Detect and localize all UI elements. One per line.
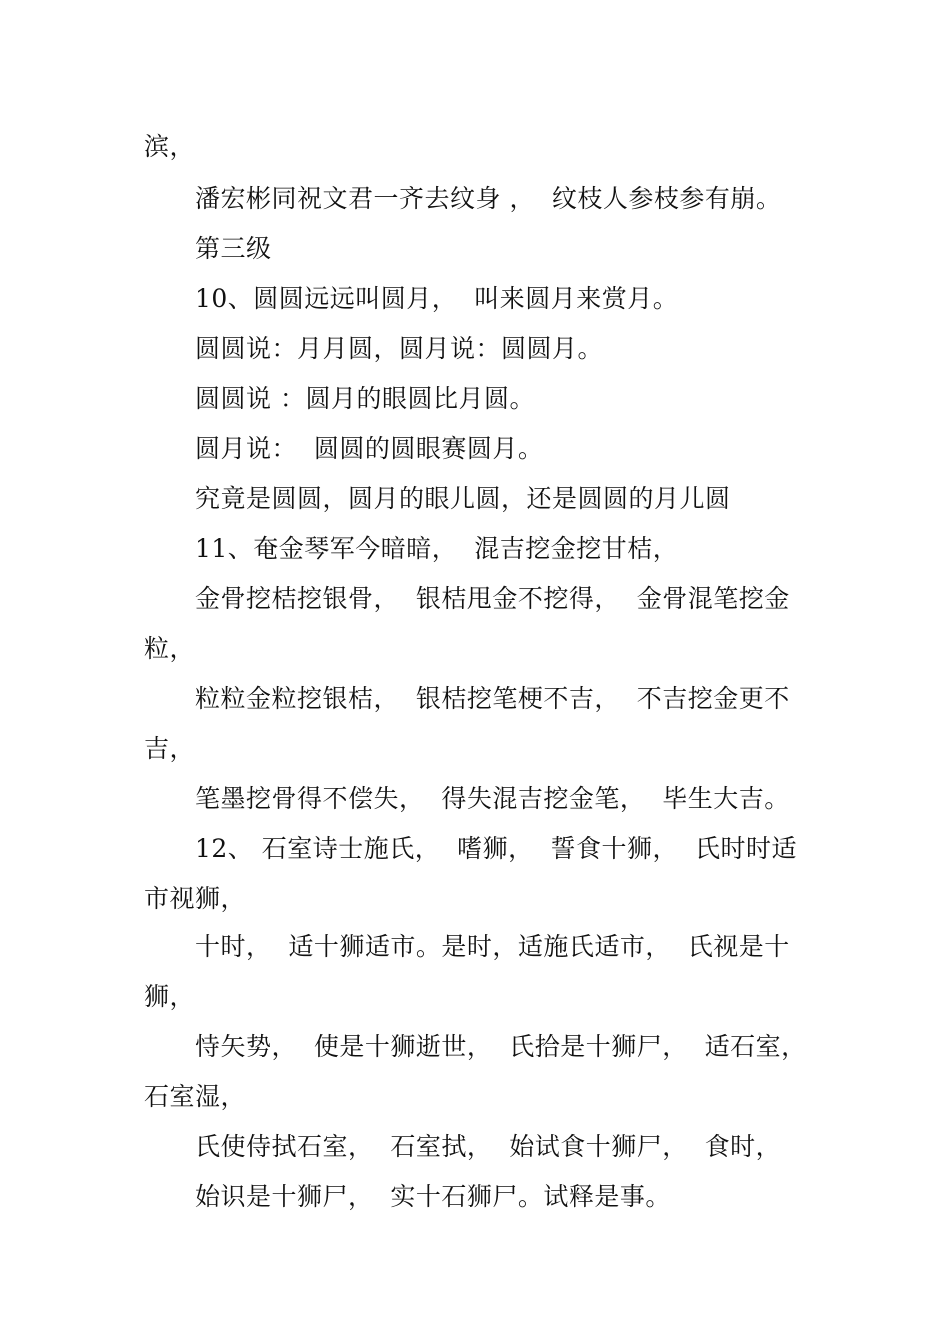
section-heading: 第三级 [195,234,272,263]
text-line-10: 金骨挖桔挖银骨， 银桔甩金不挖得， 金骨混笔挖金 [195,584,790,613]
text-line-15: 12、 石室诗士施氏， 嗜狮， 誓食十狮， 氏时时适 [195,834,797,863]
text-line-20: 石室湿， [144,1082,247,1111]
text-line-11: 粒， [144,634,196,663]
text-line-14: 笔墨挖骨得不偿失， 得失混吉挖金笔， 毕生大吉。 [195,784,790,813]
text-line-6: 圆圆说 ：圆月的眼圆比月圆。 [195,384,535,413]
text-line-5: 圆圆说：月月圆，圆月说：圆圆月。 [195,334,604,363]
text-line-19: 恃矢势， 使是十狮逝世， 氏拾是十狮尸， 适石室， [195,1032,807,1061]
text-line-1: 滨， [144,132,196,161]
text-line-21: 氏使侍拭石室， 石室拭， 始试食十狮尸， 食时， [195,1132,782,1161]
text-line-13: 吉， [144,734,196,763]
text-line-12: 粒粒金粒挖银桔， 银桔挖笔梗不吉， 不吉挖金更不 [195,684,790,713]
text-line-2: 潘宏彬同祝文君一齐去纹身 ， 纹枝人参枝参有崩。 [195,184,782,213]
text-line-8: 究竟是圆圆，圆月的眼儿圆，还是圆圆的月儿圆 [195,484,731,513]
text-line-9: 11、奄金琴军今暗暗， 混吉挖金挖甘桔， [195,534,679,563]
text-line-22: 始识是十狮尸， 实十石狮尸。试释是事。 [195,1182,671,1211]
text-line-17: 十时， 适十狮适市。是时，适施氏适市， 氏视是十 [195,932,790,961]
text-line-4: 10、圆圆远远叫圆月， 叫来圆月来赏月。 [195,284,679,313]
text-line-18: 狮， [144,982,196,1011]
text-line-7: 圆月说： 圆圆的圆眼赛圆月。 [195,434,544,463]
text-line-16: 市视狮， [144,884,247,913]
